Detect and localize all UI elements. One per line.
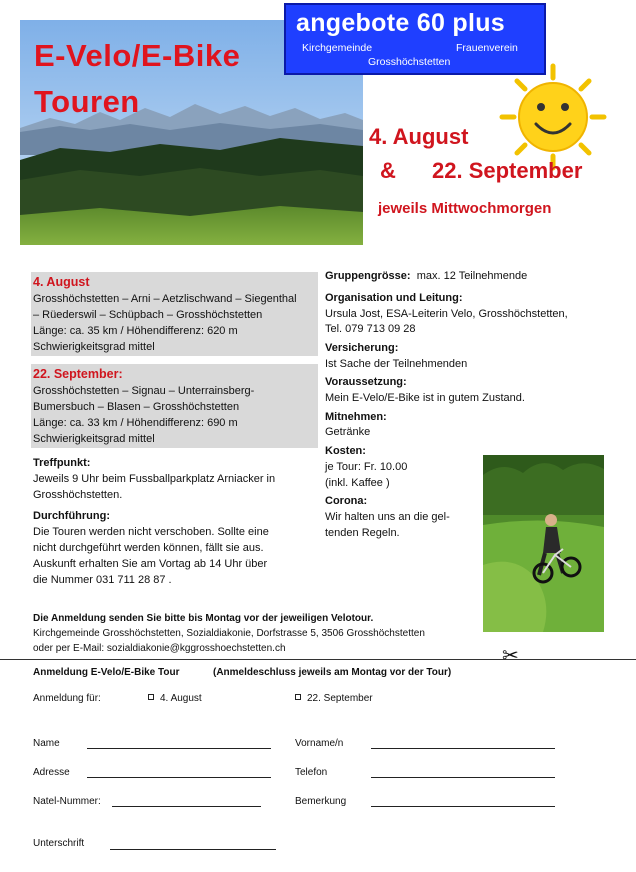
requirement-value: Mein E-Velo/E-Bike ist in gutem Zustand. — [325, 392, 525, 404]
tour-1-box — [31, 272, 318, 356]
form-for-label: Anmeldung für: — [33, 693, 101, 704]
title-line-2: Touren — [34, 84, 140, 119]
execution-line-3: Auskunft erhalten Sie am Vortag ab 14 Uhr über — [33, 558, 268, 570]
date-ampersand: & — [380, 158, 396, 183]
address-field[interactable] — [87, 777, 271, 778]
firstname-field[interactable] — [371, 748, 555, 749]
meeting-line-2: Grosshöchstetten. — [33, 489, 123, 501]
badge-place: Grosshöchstetten — [368, 56, 451, 68]
registration-send-line: Die Anmeldung senden Sie bitte bis Montag vor der jeweiligen Velotour. — [33, 613, 374, 624]
insurance-label: Versicherung: — [325, 342, 399, 354]
phone-field[interactable] — [371, 777, 555, 778]
group-size-label: Gruppengrösse: — [325, 270, 411, 282]
tour-2-difficulty: Schwierigkeitsgrad mittel — [33, 433, 155, 445]
registration-address-line: Kirchgemeinde Grosshöchstetten, Sozialdiakonie, Dorfstrasse 5, 3506 Grosshöchstetten — [33, 628, 425, 639]
form-title: Anmeldung E-Velo/E-Bike Tour — [33, 667, 180, 678]
group-size — [325, 268, 527, 284]
tour-1-heading: 4. August — [33, 275, 90, 289]
checkbox-august[interactable] — [148, 694, 154, 700]
natel-label: Natel-Nummer: — [33, 796, 101, 807]
address-label: Adresse — [33, 767, 70, 778]
remark-label: Bemerkung — [295, 796, 347, 807]
signature-field[interactable] — [110, 849, 276, 850]
tour-1-length: Länge: ca. 35 km / Höhendifferenz: 620 m — [33, 325, 238, 337]
execution-line-2: nicht durchgeführt werden können, fällt sie aus. — [33, 542, 264, 554]
corona-line-2: tenden Regeln. — [325, 527, 400, 539]
bring-label: Mitnehmen: — [325, 411, 387, 423]
form-deadline: (Anmeldeschluss jeweils am Montag vor der Tour) — [213, 667, 452, 678]
cost-line-1: je Tour: Fr. 10.00 — [325, 461, 408, 473]
registration-email-line: oder per E-Mail: sozialdiakonie@kggrosshoechstetten.ch — [33, 643, 286, 654]
name-label: Name — [33, 738, 60, 749]
meeting-line-1: Jeweils 9 Uhr beim Fussballparkplatz Arniacker in — [33, 473, 276, 485]
checkbox-september[interactable] — [295, 694, 301, 700]
bring-value: Getränke — [325, 426, 371, 438]
execution-line-4: die Nummer 031 711 28 87 . — [33, 574, 172, 586]
execution-line-1: Die Touren werden nicht verschoben. Sollte eine — [33, 526, 269, 538]
tour-2-route-line-2: Bumersbuch – Blasen – Grosshöchstetten — [33, 401, 240, 413]
organisation-label: Organisation und Leitung: — [325, 292, 463, 304]
tour-1-difficulty: Schwierigkeitsgrad mittel — [33, 341, 155, 353]
execution-label: Durchführung: — [33, 510, 110, 522]
option-august[interactable] — [148, 693, 202, 704]
phone-label: Telefon — [295, 767, 328, 778]
cut-line — [0, 659, 636, 660]
title-line-1: E-Velo/E-Bike — [34, 38, 241, 73]
signature-label: Unterschrift — [33, 838, 85, 849]
tour-2-heading: 22. September: — [33, 367, 123, 381]
tour-2-box — [31, 364, 318, 448]
name-field[interactable] — [87, 748, 271, 749]
organisation-line-2: Tel. 079 713 09 28 — [325, 323, 416, 335]
tour-2-length: Länge: ca. 33 km / Höhendifferenz: 690 m — [33, 417, 238, 429]
remark-field[interactable] — [371, 806, 555, 807]
tour-1-route-line-2: – Rüederswil – Schüpbach – Grosshöchstetten — [33, 309, 263, 321]
cost-line-2: (inkl. Kaffee ) — [325, 477, 390, 489]
smiling-sun-icon — [498, 62, 608, 172]
natel-field[interactable] — [112, 806, 261, 807]
badge-org-kirchgemeinde: Kirchgemeinde — [302, 42, 373, 54]
badge-title: angebote 60 plus — [296, 9, 506, 37]
requirement-label: Voraussetzung: — [325, 376, 407, 388]
cost-label: Kosten: — [325, 445, 366, 457]
organisation-line-1: Ursula Jost, ESA-Leiterin Velo, Grosshöchstetten, — [325, 308, 568, 320]
tour-2-route-line-1: Grosshöchstetten – Signau – Unterrainsberg- — [33, 385, 255, 397]
form-title-row — [33, 667, 180, 678]
cyclist-photo — [483, 455, 604, 632]
option-september[interactable] — [295, 693, 373, 704]
date-2-heading: 22. September — [432, 158, 583, 183]
insurance-value: Ist Sache der Teilnehmenden — [325, 358, 468, 370]
date-note: jeweils Mittwochmorgen — [378, 200, 552, 217]
option-august-label: 4. August — [160, 693, 202, 704]
corona-label: Corona: — [325, 495, 368, 507]
tour-1-route-line-1: Grosshöchstetten – Arni – Aetzlischwand – Siegenthal — [33, 293, 297, 305]
corona-line-1: Wir halten uns an die gel- — [325, 511, 450, 523]
group-size-value: max. 12 Teilnehmende — [416, 270, 528, 282]
firstname-label: Vorname/n — [295, 738, 344, 749]
badge-org-frauenverein: Frauenverein — [456, 42, 518, 54]
meeting-label: Treffpunkt: — [33, 457, 91, 469]
date-1-heading: 4. August — [369, 124, 469, 149]
option-september-label: 22. September — [307, 693, 373, 704]
scissors-icon: ✂ — [502, 645, 519, 667]
